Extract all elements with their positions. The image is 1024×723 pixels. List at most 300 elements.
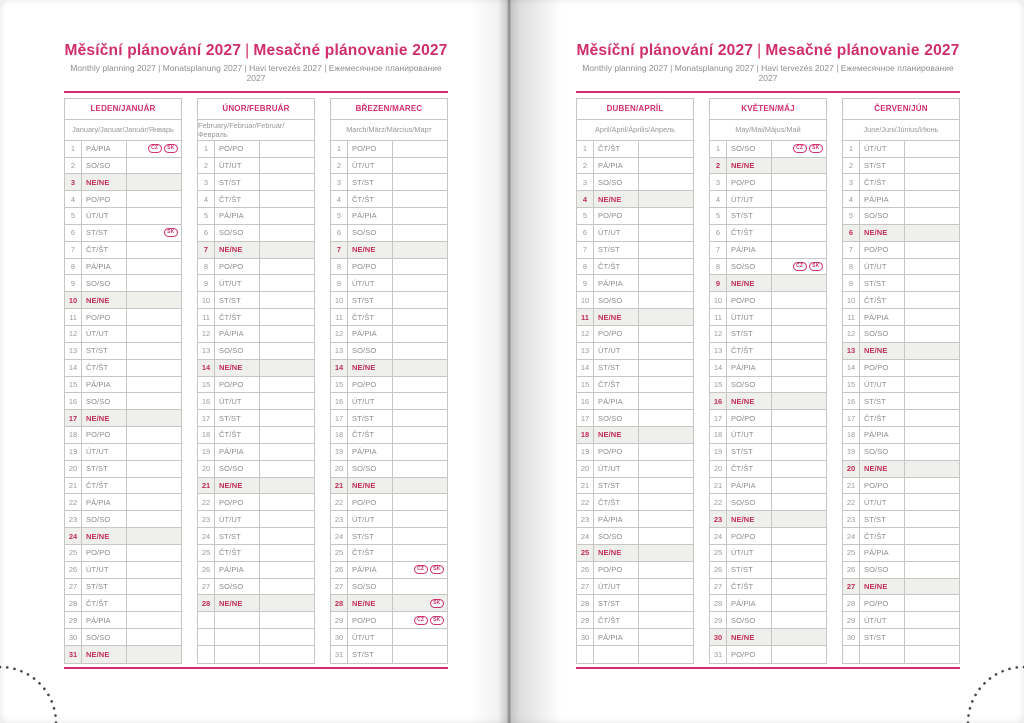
day-weekday: PÁ/PIA [348,208,393,224]
day-row [331,326,447,343]
day-note-cell [772,612,826,628]
day-row [577,528,693,545]
day-weekday: PO/PO [348,494,393,510]
day-row [331,259,447,276]
day-note-cell [639,579,693,595]
day-row [577,444,693,461]
day-row [331,646,447,663]
day-number: 2 [65,158,82,174]
day-note-cell [772,292,826,308]
day-note-cell [127,191,181,207]
day-number: 14 [65,360,82,376]
day-number: 15 [331,377,348,393]
day-note-cell [260,360,314,376]
day-number: 2 [843,158,860,174]
day-weekday: PO/PO [727,410,772,426]
day-row [198,478,314,495]
day-number: 23 [331,511,348,527]
day-number: 16 [65,393,82,409]
day-note-cell [393,427,447,443]
holiday-badge-sk: SK [809,144,823,153]
day-note-cell [393,343,447,359]
day-weekday: PO/PO [215,141,260,157]
day-weekday: ÚT/UT [215,158,260,174]
day-row [198,343,314,360]
day-row [198,158,314,175]
day-row [198,494,314,511]
day-note-cell [772,579,826,595]
day-weekday: PO/PO [860,478,905,494]
day-row [577,427,693,444]
day-row [198,579,314,596]
day-weekday: ÚT/UT [727,191,772,207]
day-number: 24 [843,528,860,544]
day-row [710,595,826,612]
day-number: 19 [331,444,348,460]
day-note-cell [393,444,447,460]
day-row [331,191,447,208]
day-row [331,309,447,326]
day-number: 19 [843,444,860,460]
day-note-cell [393,158,447,174]
day-note-cell [772,393,826,409]
holiday-badge-sk: SK [430,616,444,625]
day-weekday: PO/PO [860,360,905,376]
day-row [198,562,314,579]
day-note-cell [393,528,447,544]
month-table [709,98,827,664]
day-number: 16 [577,393,594,409]
empty-weekday-cell [215,612,260,628]
day-row [65,612,181,629]
day-note-cell [639,275,693,291]
day-row [577,629,693,646]
day-row [65,646,181,663]
day-weekday: PÁ/PIA [215,444,260,460]
day-weekday: SO/SO [860,562,905,578]
day-weekday: PÁ/PIA [594,629,639,645]
day-number: 30 [710,629,727,645]
day-row [710,225,826,242]
day-note-cell [393,377,447,393]
day-weekday: PÁ/PIA [215,562,260,578]
day-weekday: ÚT/UT [860,612,905,628]
title-separator: | [245,42,250,59]
day-note-cell [639,444,693,460]
day-number: 21 [710,478,727,494]
day-number: 18 [843,427,860,443]
day-row [331,629,447,646]
day-number: 4 [65,191,82,207]
day-note-cell [393,494,447,510]
day-weekday: SO/SO [727,377,772,393]
day-weekday: ÚT/UT [727,545,772,561]
day-weekday: ÚT/UT [215,511,260,527]
day-note-cell [772,208,826,224]
day-row [710,545,826,562]
day-row [843,309,959,326]
day-row [198,225,314,242]
day-number: 26 [843,562,860,578]
day-weekday: ÚT/UT [594,579,639,595]
day-note-cell [260,309,314,325]
day-row [710,309,826,326]
day-number: 14 [577,360,594,376]
day-row [65,579,181,596]
page-title [64,42,448,59]
month-subheader: January/Januar/Január/Январь [65,120,181,141]
day-note-cell [639,343,693,359]
day-row [331,141,447,158]
day-weekday: SO/SO [594,528,639,544]
month-table [197,98,315,664]
day-row [577,225,693,242]
day-row [65,259,181,276]
day-row [710,141,826,158]
day-note-cell [393,275,447,291]
day-note-cell [127,494,181,510]
month-header: ÚNOR/FEBRUÁR [198,99,314,120]
day-weekday: SO/SO [348,461,393,477]
day-row [577,478,693,495]
day-weekday: PO/PO [348,141,393,157]
day-note-cell [639,158,693,174]
day-note-cell [639,174,693,190]
day-row [198,511,314,528]
day-weekday: ÚT/UT [215,275,260,291]
day-row [843,377,959,394]
day-number: 12 [198,326,215,342]
day-number: 15 [65,377,82,393]
day-number: 14 [198,360,215,376]
day-weekday: ČT/ŠT [594,494,639,510]
day-weekday: ČT/ŠT [215,191,260,207]
day-note-cell [905,545,959,561]
day-row [577,158,693,175]
day-note-cell [639,410,693,426]
day-note-cell [260,208,314,224]
day-number: 8 [198,259,215,275]
day-weekday: SO/SO [594,292,639,308]
day-weekday: ÚT/UT [594,225,639,241]
day-note-cell [393,410,447,426]
day-row [843,174,959,191]
day-weekday: NE/NE [727,393,772,409]
day-weekday: ST/ST [82,579,127,595]
day-weekday: PÁ/PIA [860,545,905,561]
day-weekday: PÁ/PIA [82,377,127,393]
day-number: 18 [65,427,82,443]
day-number: 4 [710,191,727,207]
day-weekday: ST/ST [348,646,393,663]
day-row [577,562,693,579]
day-note-cell [905,377,959,393]
day-weekday: ČT/ŠT [594,612,639,628]
day-row [198,208,314,225]
day-weekday: ST/ST [82,461,127,477]
day-row [65,461,181,478]
day-row [710,377,826,394]
day-note-cell [260,427,314,443]
day-note-cell [127,629,181,645]
day-number: 12 [843,326,860,342]
day-number: 20 [577,461,594,477]
day-note-cell [772,360,826,376]
day-note-cell [127,141,181,157]
day-row [331,595,447,612]
day-number: 22 [577,494,594,510]
day-weekday: PO/PO [348,612,393,628]
day-number: 2 [331,158,348,174]
day-note-cell [772,225,826,241]
day-weekday: PÁ/PIA [727,478,772,494]
day-note-cell [260,141,314,157]
day-number: 24 [65,528,82,544]
day-weekday: PÁ/PIA [860,191,905,207]
day-weekday: ČT/ŠT [860,174,905,190]
day-row [577,377,693,394]
day-row [65,545,181,562]
day-weekday: ČT/ŠT [82,242,127,258]
day-weekday: PÁ/PIA [860,427,905,443]
day-row [710,579,826,596]
month-subheader: May/Mai/Május/Май [710,120,826,141]
day-weekday: PÁ/PIA [82,494,127,510]
day-note-cell [905,595,959,611]
day-row [843,259,959,276]
day-row [65,528,181,545]
day-note-cell [905,562,959,578]
day-row [843,191,959,208]
day-number: 19 [65,444,82,460]
day-row [710,612,826,629]
day-note-cell [127,545,181,561]
day-weekday: SO/SO [348,579,393,595]
day-row [577,309,693,326]
day-number: 28 [331,595,348,611]
day-number: 1 [710,141,727,157]
day-weekday: SO/SO [215,461,260,477]
day-number: 8 [577,259,594,275]
day-row [577,326,693,343]
day-weekday: SO/SO [860,444,905,460]
day-weekday: NE/NE [594,309,639,325]
day-note-cell [393,612,447,628]
day-number: 15 [843,377,860,393]
day-note-cell [639,629,693,645]
day-note-cell [772,158,826,174]
day-number: 24 [577,528,594,544]
day-weekday: SO/SO [348,225,393,241]
day-weekday: ČT/ŠT [82,595,127,611]
day-note-cell [905,326,959,342]
day-number: 23 [843,511,860,527]
day-weekday: ST/ST [860,158,905,174]
day-number: 28 [710,595,727,611]
day-note-cell [772,562,826,578]
day-weekday: ÚT/UT [348,275,393,291]
day-number: 15 [710,377,727,393]
day-weekday: NE/NE [215,478,260,494]
perforation-arc-left [0,653,70,723]
day-note-cell [393,511,447,527]
day-weekday: NE/NE [215,595,260,611]
day-number: 17 [710,410,727,426]
day-row [843,393,959,410]
day-number: 17 [65,410,82,426]
day-note-cell [905,461,959,477]
day-row [843,343,959,360]
day-weekday: PO/PO [82,191,127,207]
day-number: 2 [577,158,594,174]
day-number: 11 [843,309,860,325]
day-note-cell [639,208,693,224]
empty-row [198,646,314,663]
day-weekday: ÚT/UT [348,629,393,645]
day-number: 6 [198,225,215,241]
day-number: 6 [331,225,348,241]
day-note-cell [639,141,693,157]
day-row [843,444,959,461]
day-number: 13 [843,343,860,359]
day-weekday: ST/ST [215,174,260,190]
page-title [576,42,960,59]
day-row [577,259,693,276]
day-weekday: ČT/ŠT [727,343,772,359]
day-number: 7 [710,242,727,258]
day-note-cell [127,326,181,342]
day-note-cell [772,511,826,527]
day-row [198,326,314,343]
day-weekday: PO/PO [594,562,639,578]
day-number: 31 [65,646,82,663]
day-weekday: PÁ/PIA [348,562,393,578]
day-weekday: NE/NE [82,646,127,663]
day-weekday: ÚT/UT [594,343,639,359]
day-note-cell [905,242,959,258]
day-weekday: SO/SO [594,410,639,426]
day-note-cell [772,444,826,460]
day-note-cell [905,579,959,595]
day-weekday: PÁ/PIA [594,158,639,174]
day-number: 8 [710,259,727,275]
day-weekday: ÚT/UT [594,461,639,477]
day-weekday: PO/PO [727,292,772,308]
day-note-cell [772,427,826,443]
day-weekday: PÁ/PIA [594,393,639,409]
day-number: 9 [198,275,215,291]
day-number: 17 [331,410,348,426]
day-row [577,242,693,259]
day-number: 16 [331,393,348,409]
day-note-cell [393,629,447,645]
day-number: 9 [843,275,860,291]
day-number: 3 [198,174,215,190]
day-note-cell [393,309,447,325]
day-note-cell [905,275,959,291]
month-table [842,98,960,664]
day-number: 1 [65,141,82,157]
day-number: 25 [331,545,348,561]
day-weekday: ST/ST [727,444,772,460]
day-weekday: PO/PO [594,326,639,342]
day-number: 20 [843,461,860,477]
holiday-badge-cz: CZ [793,144,807,153]
day-number: 18 [198,427,215,443]
day-row [331,545,447,562]
day-row [331,242,447,259]
day-weekday: PO/PO [348,259,393,275]
day-weekday: NE/NE [594,427,639,443]
day-weekday: ČT/ŠT [594,377,639,393]
day-number: 18 [331,427,348,443]
day-number: 13 [198,343,215,359]
day-note-cell [772,595,826,611]
day-weekday: PÁ/PIA [215,208,260,224]
day-number: 16 [710,393,727,409]
day-note-cell [772,326,826,342]
day-weekday: PO/PO [82,545,127,561]
day-row [331,208,447,225]
day-row [198,309,314,326]
day-note-cell [905,259,959,275]
months-row-right [576,98,960,664]
day-number: 17 [198,410,215,426]
day-row [198,259,314,276]
day-number: 9 [577,275,594,291]
day-number: 10 [577,292,594,308]
day-row [331,343,447,360]
day-number: 7 [198,242,215,258]
day-row [65,427,181,444]
day-row [577,545,693,562]
day-note-cell [260,545,314,561]
day-number: 6 [710,225,727,241]
day-number: 13 [331,343,348,359]
day-row [843,545,959,562]
day-row [65,629,181,646]
day-row [331,225,447,242]
day-row [577,275,693,292]
day-note-cell [905,360,959,376]
day-weekday: NE/NE [82,410,127,426]
day-number: 23 [710,511,727,527]
empty-number-cell [843,646,860,663]
day-row [65,141,181,158]
empty-row [577,646,693,663]
day-row [65,158,181,175]
day-row [331,377,447,394]
holiday-badge-sk: SK [430,599,444,608]
day-weekday: ČT/ŠT [348,191,393,207]
day-weekday: NE/NE [348,595,393,611]
day-weekday: SO/SO [215,225,260,241]
day-row [331,562,447,579]
day-number: 27 [331,579,348,595]
empty-number-cell [577,646,594,663]
day-weekday: SO/SO [348,343,393,359]
day-row [577,174,693,191]
day-number: 25 [710,545,727,561]
day-row [331,478,447,495]
day-weekday: NE/NE [82,174,127,190]
empty-weekday-cell [215,629,260,645]
day-weekday: PO/PO [727,646,772,663]
month-header: DUBEN/APRÍL [577,99,693,120]
day-row [710,629,826,646]
day-row [710,528,826,545]
day-note-cell [127,478,181,494]
